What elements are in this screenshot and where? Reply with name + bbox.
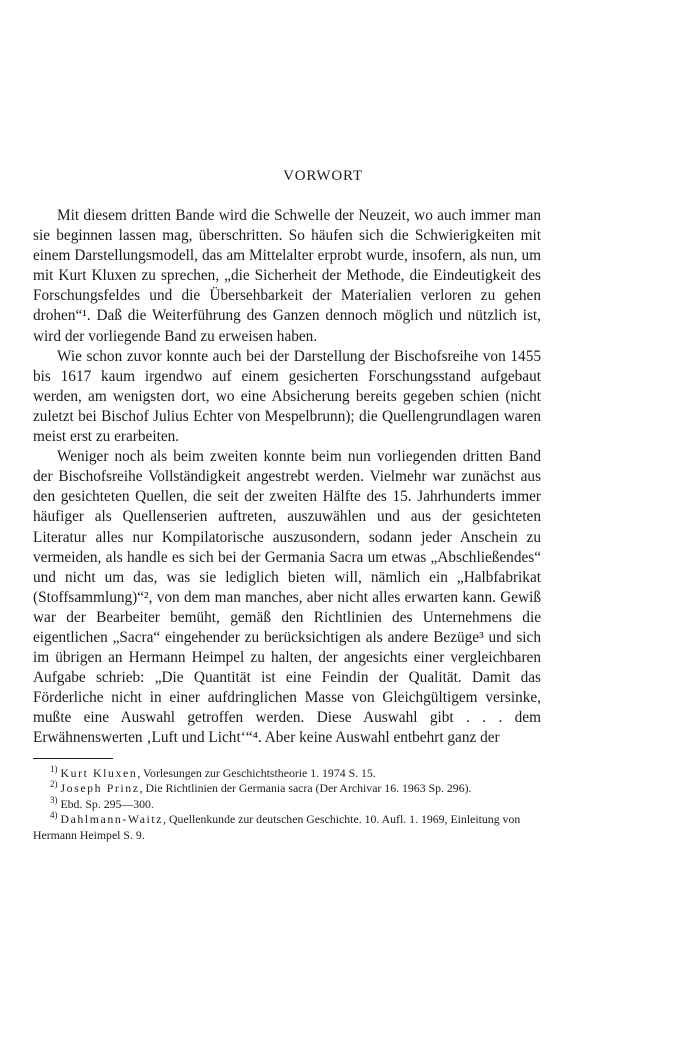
body-text	[33, 206, 541, 749]
footnote-mark: 4)	[50, 810, 58, 821]
footnote-text: , Quellenkunde zur deutschen Geschichte. 10. Aufl. 1. 1969, Einleitung von Hermann Heimpel S. 9.	[33, 812, 521, 842]
footnote-text: , Vorlesungen zur Geschichtstheorie 1. 1974 S. 15.	[137, 765, 376, 780]
footnote-mark: 1)	[50, 763, 58, 774]
footnote-3	[33, 794, 541, 813]
footnote-author: Dahlmann-Waitz	[60, 812, 164, 827]
footnote-2	[33, 781, 541, 797]
footnote-mark: 3)	[50, 794, 58, 805]
paragraph-3: Weniger noch als beim zweiten konnte beim nun vorliegenden dritten Band der Bischofsreihe Vollständigkeit angestrebt werden. Vielmehr war zunächst aus den gesichteten Quellen, die seit der zweiten Hälfte des 15. Jahrhunderts immer häufiger als Quellenserien auftreten, auszuwählen und aus der gesichteten Literatur alles nur Kompilatorische auszusondern, sodann jeder Anschein zu vermeiden, als handle es sich bei der Germania Sacra um etwas „Abschließendes“ und nicht um das, was sie lediglich bieten will, nämlich ein „Halbfabrikat (Stoffsammlung)“², von dem man manches, aber nicht alles erwarten kann. Gewiß war der Bearbeiter bemüht, gemäß den Richtlinien des Unternehmens die eigentlichen „Sacra“ eingehender zu berücksichtigen als andere Bezüge³ und sich im übrigen an Hermann Heimpel zu halten, der angesichts einer vergleichbaren Aufgabe schrieb: „Die Quantität ist eine Feindin der Qualität. Damit das Förderliche nicht in einer aufdringlichen Masse von Gleichgültigem versinke, mußte eine Auswahl getroffen werden. Diese Auswahl gibt . . . dem Erwähnenswerten ‚Luft und Licht‘“⁴. Aber keine Auswahl entbehrt ganz der	[33, 448, 541, 747]
footnote-1	[33, 763, 541, 782]
footnote-author: Joseph Prinz	[60, 781, 140, 796]
footnote-author: Kurt Kluxen	[60, 765, 138, 780]
footnote-4	[33, 812, 541, 843]
page-title: VORWORT	[283, 168, 363, 184]
footnote-text: Ebd. Sp. 295—300.	[60, 796, 154, 811]
footnote-mark: 2)	[50, 779, 58, 790]
page-content	[33, 168, 541, 844]
paragraph-2: Wie schon zuvor konnte auch bei der Darstellung der Bischofsreihe von 1455 bis 1617 kaum irgendwo auf einem gesicherten Forschungsstand aufgebaut werden, am wenigsten dort, wo eine Absicherung bereits gegeben schien (nicht zuletzt bei Bischof Julius Echter von Mespelbrunn); die Quellengrundlagen waren meist erst zu erarbeiten.	[33, 347, 541, 446]
footnotes	[33, 763, 541, 844]
footnote-text: , Die Richtlinien der Germania sacra (Der Archivar 16. 1963 Sp. 296).	[139, 781, 472, 796]
footnote-divider	[33, 758, 113, 759]
paragraph-1: Mit diesem dritten Bande wird die Schwelle der Neuzeit, wo auch immer man sie beginnen lassen mag, überschritten. So häufen sich die Schwierigkeiten mit einem Darstellungsmodell, das am Mittelalter erprobt wurde, insofern, als nun, um mit Kurt Kluxen zu sprechen, „die Sicherheit der Methode, die Eindeutigkeit des Forschungsfeldes und die Übersehbarkeit der Materialien verloren zu gehen drohen“¹. Daß die Weiterführung des Ganzen dennoch möglich und nützlich ist, wird der vorliegende Band zu erweisen haben.	[33, 207, 541, 345]
